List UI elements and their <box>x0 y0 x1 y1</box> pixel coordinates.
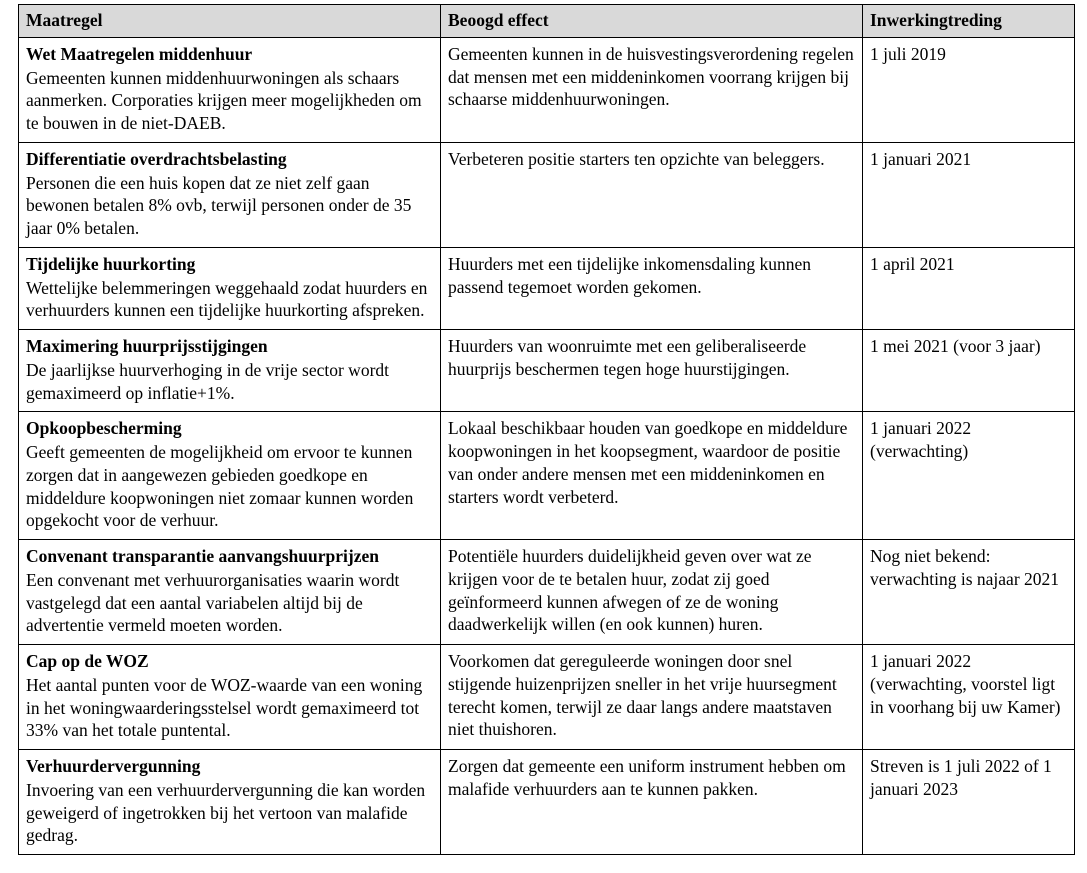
effect-cell: Verbeteren positie starters ten opzichte van beleggers. <box>441 142 863 247</box>
measure-description: Geeft gemeenten de mogelijkheid om ervoor te kunnen zorgen dat in aangewezen gebieden goedkope en middeldure koopwoningen niet zomaar kunnen worden opgekocht voor de verhuur. <box>26 442 414 531</box>
date-cell: Streven is 1 juli 2022 of 1 januari 2023 <box>863 750 1075 855</box>
measure-cell <box>19 247 441 329</box>
measure-cell <box>19 412 441 540</box>
measure-cell <box>19 142 441 247</box>
effect-cell: Zorgen dat gemeente een uniform instrument hebben om malafide verhuurders aan te kunnen pakken. <box>441 750 863 855</box>
date-cell: 1 januari 2022 (verwachting, voorstel ligt in voorhang bij uw Kamer) <box>863 645 1075 750</box>
table-row <box>19 645 1075 750</box>
table-row <box>19 330 1075 412</box>
measure-title: Verhuurdervergunning <box>26 756 201 776</box>
column-header-beoogd-effect: Beoogd effect <box>441 5 863 38</box>
table-row <box>19 247 1075 329</box>
column-header-maatregel: Maatregel <box>19 5 441 38</box>
date-cell: 1 juli 2019 <box>863 37 1075 142</box>
measure-title: Wet Maatregelen middenhuur <box>26 43 253 64</box>
date-cell: 1 januari 2021 <box>863 142 1075 247</box>
table-row <box>19 750 1075 855</box>
effect-cell: Huurders met een tijdelijke inkomensdaling kunnen passend tegemoet worden gekomen. <box>441 247 863 329</box>
date-cell: 1 januari 2022 (verwachting) <box>863 412 1075 540</box>
effect-cell: Huurders van woonruimte met een geliberaliseerde huurprijs beschermen tegen hoge huurstijgingen. <box>441 330 863 412</box>
measure-title: Maximering huurprijsstijgingen <box>26 336 268 356</box>
effect-cell: Potentiële huurders duidelijkheid geven over wat ze krijgen voor de te betalen huur, zodat zij goed geïnformeerd kunnen afwegen of ze de woning daadwerkelijk willen (en ook kunnen) huren. <box>441 540 863 645</box>
table-row <box>19 540 1075 645</box>
measures-table <box>18 4 1075 855</box>
measure-description: Personen die een huis kopen dat ze niet zelf gaan bewonen betalen 8% ovb, terwijl personen onder de 35 jaar 0% betalen. <box>26 172 412 238</box>
table-header <box>19 5 1075 38</box>
table-row <box>19 142 1075 247</box>
measure-cell <box>19 645 441 750</box>
date-cell: 1 mei 2021 (voor 3 jaar) <box>863 330 1075 412</box>
measure-cell <box>19 750 441 855</box>
measure-title: Tijdelijke huurkorting <box>26 253 196 274</box>
column-header-inwerkingtreding: Inwerkingtreding <box>863 5 1075 38</box>
measure-title: Opkoopbescherming <box>26 418 182 439</box>
measure-title: Convenant transparantie aanvangshuurprijzen <box>26 546 379 566</box>
table-body <box>19 37 1075 854</box>
measure-description: Het aantal punten voor de WOZ-waarde van een woning in het woningwaarderingsstelsel wordt gemaximeerd tot 33% van het totale puntental. <box>26 674 423 741</box>
measure-description: Een convenant met verhuurorganisaties waarin wordt vastgelegd dat een aantal variabelen altijd bij de advertentie vermeld moeten worden. <box>26 569 400 636</box>
measure-cell <box>19 330 441 412</box>
date-cell: Nog niet bekend: verwachting is najaar 2021 <box>863 540 1075 645</box>
measure-title: Cap op de WOZ <box>26 651 149 671</box>
measure-cell <box>19 37 441 142</box>
effect-cell: Lokaal beschikbaar houden van goedkope en middeldure koopwoningen in het koopsegment, waardoor de positie van onder andere mensen met een middeninkomen en starters wordt verbeterd. <box>441 412 863 540</box>
measure-description: De jaarlijkse huurverhoging in de vrije sector wordt gemaximeerd op inflatie+1%. <box>26 359 390 403</box>
measure-description: Invoering van een verhuurdervergunning die kan worden geweigerd of ingetrokken bij het vertoon van malafide gedrag. <box>26 779 426 846</box>
effect-cell: Gemeenten kunnen in de huisvestingsverordening regelen dat mensen met een middeninkomen voorrang krijgen bij schaarse middenhuurwoningen. <box>441 37 863 142</box>
date-cell: 1 april 2021 <box>863 247 1075 329</box>
measure-description: Wettelijke belemmeringen weggehaald zodat huurders en verhuurders kunnen een tijdelijke huurkorting afspreken. <box>26 277 428 321</box>
effect-cell: Voorkomen dat gereguleerde woningen door snel stijgende huizenprijzen sneller in het vrije huursegment terecht komen, terwijl ze daar langs andere maatstaven niet thuishoren. <box>441 645 863 750</box>
table-row <box>19 37 1075 142</box>
table-row <box>19 412 1075 540</box>
measure-description: Gemeenten kunnen middenhuurwoningen als schaars aanmerken. Corporaties krijgen meer mogelijkheden om te bouwen in de niet-DAEB. <box>26 67 422 133</box>
measure-title: Differentiatie overdrachtsbelasting <box>26 148 287 169</box>
table-header-row <box>19 5 1075 38</box>
measure-cell <box>19 540 441 645</box>
